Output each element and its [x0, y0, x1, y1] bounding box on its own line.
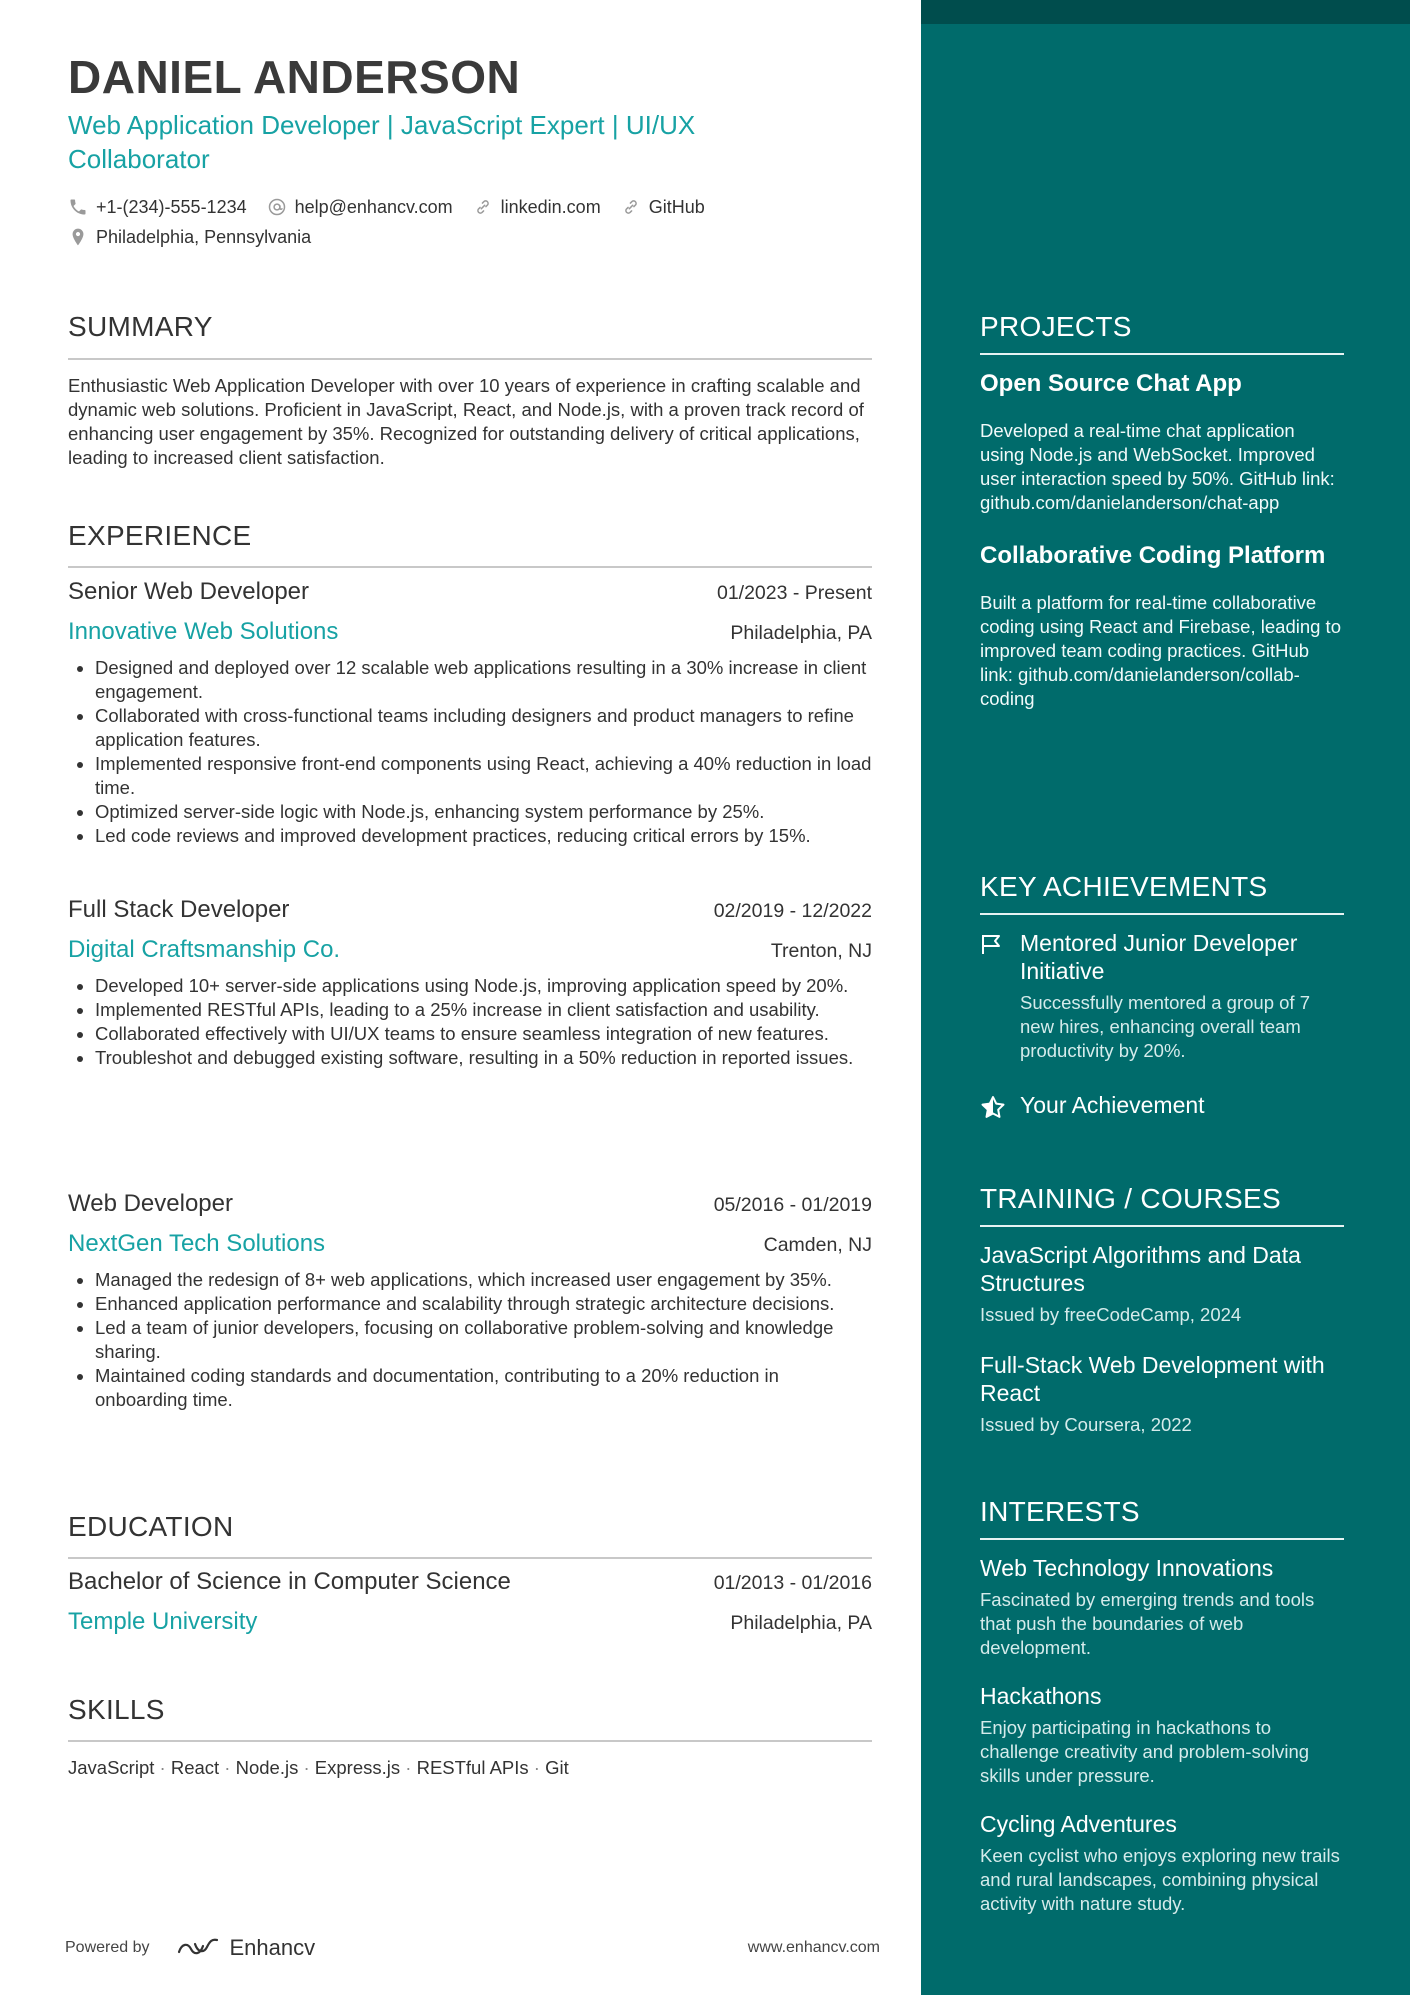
enhancv-logo[interactable] — [176, 1935, 316, 1961]
achievements-section — [980, 871, 1344, 1124]
bullet-item: Led a team of junior developers, focusing on collaborative problem-solving and knowledge sharing. — [95, 1316, 872, 1364]
skill-separator: · — [224, 1757, 231, 1778]
link-icon — [621, 197, 641, 217]
course-title: Full-Stack Web Development with React — [980, 1352, 1325, 1406]
headline: Web Application Developer | JavaScript Expert | UI/UX Collaborator — [68, 110, 696, 174]
bullet-item: Designed and deployed over 12 scalable web applications resulting in a 30% increase in client engagement. — [95, 656, 872, 704]
skill-item: Express.js — [314, 1757, 401, 1778]
skill-item: JavaScript — [68, 1757, 155, 1778]
interests-divider — [980, 1538, 1344, 1540]
bullet-item: Troubleshot and debugged existing software, resulting in a 50% reduction in reported issues. — [95, 1046, 872, 1070]
contact-github[interactable] — [621, 197, 705, 218]
skill-item: Git — [545, 1757, 569, 1778]
bullet-item: Managed the redesign of 8+ web applications, which increased user engagement by 35%. — [95, 1268, 872, 1292]
contact-linkedin[interactable] — [473, 197, 601, 218]
bullet-item: Implemented RESTful APIs, leading to a 25% increase in client satisfaction and usability. — [95, 998, 872, 1022]
achievement-title: Mentored Junior Developer Initiative — [1020, 930, 1298, 984]
skills-heading: SKILLS — [68, 1694, 165, 1725]
project-description: Built a platform for real-time collaborative coding using React and Firebase, leading to improved team coding practices. GitHub link: github.com/danielanderson/collab-coding — [980, 592, 1341, 709]
school-name[interactable]: Temple University — [68, 1608, 258, 1635]
contact-info — [68, 192, 872, 252]
education-location: Philadelphia, PA — [730, 1612, 872, 1634]
bullet-item: Enhanced application performance and scalability through strategic architecture decisions. — [95, 1292, 872, 1316]
skills-divider — [68, 1740, 872, 1742]
job-company[interactable]: NextGen Tech Solutions — [68, 1230, 326, 1257]
project-item — [980, 369, 1344, 515]
location-text: Philadelphia, Pennsylvania — [96, 226, 312, 247]
experience-heading: EXPERIENCE — [68, 520, 252, 551]
job-location: Trenton, NJ — [770, 940, 872, 962]
job-dates: 01/2023 - Present — [716, 582, 872, 604]
achievements-divider — [980, 913, 1344, 915]
skill-separator: · — [159, 1757, 166, 1778]
projects-divider — [980, 353, 1344, 355]
footer — [65, 1928, 880, 1968]
at-icon — [267, 197, 287, 217]
phone-icon — [68, 197, 88, 217]
job-location: Philadelphia, PA — [730, 622, 872, 644]
projects-section — [980, 311, 1344, 711]
skills-list — [68, 1757, 569, 1779]
course-item — [980, 1241, 1344, 1327]
job-dates: 05/2016 - 01/2019 — [713, 1194, 872, 1216]
job-bullets — [68, 656, 872, 848]
skill-item: Node.js — [235, 1757, 299, 1778]
interest-item — [980, 1810, 1344, 1916]
education-divider — [68, 1557, 872, 1559]
sidebar-top-band — [921, 0, 1410, 24]
project-title: Collaborative Coding Platform — [980, 542, 1326, 569]
flag-icon — [980, 929, 1020, 1063]
course-issuer: Issued by Coursera, 2022 — [980, 1414, 1192, 1435]
bullet-item: Implemented responsive front-end components using React, achieving a 40% reduction in load time. — [95, 753, 872, 798]
website-link[interactable]: www.enhancv.com — [747, 1939, 880, 1956]
interests-heading: INTERESTS — [980, 1496, 1140, 1527]
skill-separator: · — [405, 1757, 412, 1778]
bullet-item: Developed 10+ server-side applications using Node.js, improving application speed by 20%. — [95, 974, 872, 998]
job-title: Web Developer — [68, 1190, 233, 1217]
interest-description: Enjoy participating in hackathons to challenge creativity and problem-solving skills under pressure. — [980, 1717, 1310, 1786]
achievement-item — [980, 1091, 1344, 1124]
training-divider — [980, 1225, 1344, 1227]
interest-description: Fascinated by emerging trends and tools that push the boundaries of web development. — [980, 1589, 1315, 1658]
bullet-item: Maintained coding standards and documentation, contributing to a 20% reduction in onboarding time. — [95, 1364, 872, 1412]
course-item — [980, 1351, 1344, 1437]
training-section — [980, 1183, 1344, 1437]
course-title: JavaScript Algorithms and Data Structures — [980, 1242, 1301, 1296]
phone-text: +1-(234)-555-1234 — [96, 196, 247, 217]
interest-title: Hackathons — [980, 1683, 1102, 1709]
job-location: Camden, NJ — [763, 1234, 872, 1256]
job-dates: 02/2019 - 12/2022 — [713, 900, 872, 922]
interest-title: Cycling Adventures — [980, 1811, 1177, 1837]
star-icon — [980, 1091, 1020, 1124]
location-pin-icon — [68, 227, 88, 247]
skill-separator: · — [303, 1757, 310, 1778]
education-dates: 01/2013 - 01/2016 — [713, 1572, 872, 1594]
achievement-title: Your Achievement — [1020, 1092, 1205, 1118]
achievement-item — [980, 929, 1344, 1063]
job-title: Full Stack Developer — [68, 896, 290, 923]
job-title: Senior Web Developer — [68, 578, 310, 605]
interests-section — [980, 1496, 1344, 1916]
job-bullets — [68, 1268, 872, 1412]
project-title: Open Source Chat App — [980, 370, 1242, 397]
job-bullets — [68, 974, 872, 1070]
education-heading: EDUCATION — [68, 1511, 234, 1542]
github-text: GitHub — [648, 196, 705, 217]
summary-heading: SUMMARY — [68, 311, 213, 342]
email-text: help@enhancv.com — [294, 196, 453, 217]
contact-location — [68, 227, 311, 248]
achievements-heading: KEY ACHIEVEMENTS — [980, 871, 1268, 902]
summary-text: Enthusiastic Web Application Developer with over 10 years of experience in crafting scalable and dynamic web solutions. Proficient in JavaScript, React, and Node.js, with a proven track record of enhancing user engagement by 35%. Recognized for outstanding delivery of critical applications, leading to increased client satisfaction. — [68, 375, 864, 468]
sidebar — [921, 0, 1410, 1995]
interest-description: Keen cyclist who enjoys exploring new trails and rural landscapes, combining physical activity with nature study. — [980, 1845, 1340, 1914]
enhancv-logo-icon — [176, 1936, 222, 1960]
brand-name: Enhancv — [229, 1935, 316, 1960]
degree-title: Bachelor of Science in Computer Science — [68, 1568, 511, 1595]
skill-separator: · — [533, 1757, 540, 1778]
job-entry — [68, 1190, 872, 1412]
interest-item — [980, 1554, 1344, 1660]
projects-heading: PROJECTS — [980, 311, 1132, 342]
project-item — [980, 541, 1344, 711]
job-company[interactable]: Innovative Web Solutions — [68, 618, 339, 645]
achievement-description: Successfully mentored a group of 7 new hires, enhancing overall team productivity by 20%. — [1020, 992, 1310, 1061]
skill-item: RESTful APIs — [416, 1757, 529, 1778]
job-entry — [68, 578, 872, 848]
candidate-name: DANIEL ANDERSON — [68, 51, 521, 103]
interest-title: Web Technology Innovations — [980, 1555, 1274, 1581]
contact-email[interactable] — [267, 197, 453, 218]
link-icon — [473, 197, 493, 217]
project-description: Developed a real-time chat application using Node.js and WebSocket. Improved user interaction speed by 50%. GitHub link: github.com/danielanderson/chat-app — [980, 420, 1335, 513]
job-entry — [68, 896, 872, 1070]
contact-phone[interactable] — [68, 197, 247, 218]
education-entry — [68, 1568, 872, 1640]
linkedin-text: linkedin.com — [500, 196, 601, 217]
bullet-item: Collaborated with cross-functional teams including designers and product managers to refine application features. — [95, 704, 872, 752]
interest-item — [980, 1682, 1344, 1788]
summary-divider — [68, 358, 872, 360]
training-heading: TRAINING / COURSES — [980, 1183, 1281, 1214]
experience-divider — [68, 566, 872, 568]
powered-by-label: Powered by — [65, 1939, 150, 1956]
job-company[interactable]: Digital Craftsmanship Co. — [68, 936, 341, 963]
skill-item: React — [170, 1757, 220, 1778]
bullet-item: Collaborated effectively with UI/UX teams to ensure seamless integration of new features. — [95, 1022, 872, 1046]
course-issuer: Issued by freeCodeCamp, 2024 — [980, 1304, 1242, 1325]
bullet-item: Led code reviews and improved development practices, reducing critical errors by 15%. — [95, 824, 872, 848]
bullet-item: Optimized server-side logic with Node.js, enhancing system performance by 25%. — [95, 800, 872, 824]
